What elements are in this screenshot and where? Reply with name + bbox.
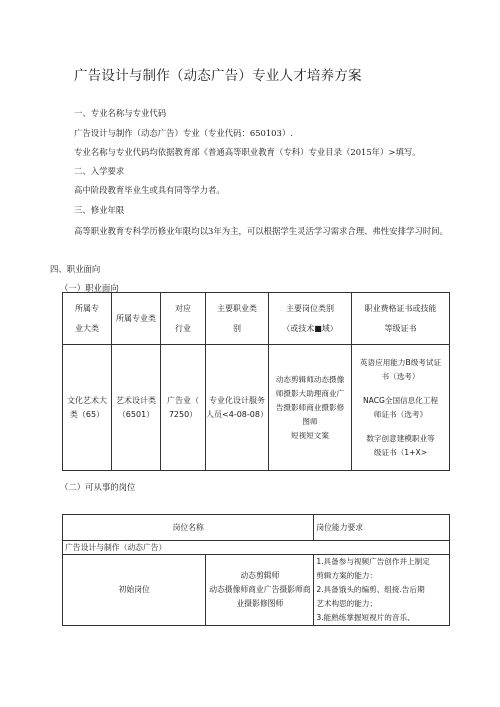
table-row xyxy=(63,541,450,555)
paragraph: 高中阶段教育毕业生或具有同等学力者。 xyxy=(74,185,225,195)
paragraph: 高等职业教育专科学历修业年限均以3年为主，可以根据学生灵活学习需求合理、弗性安排学习时间。 xyxy=(74,226,448,236)
table-header-cell: 主要岗位类别 （或技术■域） xyxy=(269,293,352,345)
table-header-cell: 岗位名称 xyxy=(63,515,314,541)
subsection-heading-1: （一）职业面向 xyxy=(60,283,119,293)
table-cell: 文化艺术大 类（65） xyxy=(63,345,112,471)
table-header-cell: 所属专业类 xyxy=(112,293,161,345)
table-cell: 英语应用能力B级考试证 书（选考） NACG全国信息化工程 师证书（选考》 数字创意建模职业等 级证书（1+X> xyxy=(352,345,450,471)
section-heading-2: 二、入学要求 xyxy=(74,166,125,176)
table-header-cell: 对应 行业 xyxy=(161,293,206,345)
table-row xyxy=(63,555,450,626)
table-cell: 专业化设计服务 人员<4-08-08） xyxy=(206,345,269,471)
section-heading-1: 一、专业名称与专业代码 xyxy=(74,108,167,118)
page-title: 广告设计与制作（动态广告）专业人才培养方案 xyxy=(74,68,362,84)
table-cell: 动态剪辑师 动态摄像师商业广告摄影师商 业摄影修图师 xyxy=(206,555,314,626)
table-cell: 广告业（ 7250） xyxy=(161,345,206,471)
table-cell: 广告设计与制作（动态广告） xyxy=(63,541,450,555)
occupation-table xyxy=(62,292,450,471)
paragraph: 专业名称与专业代码均依据教育部《普通高等职业教育（专科）专业目录（2015年）>填写。 xyxy=(74,147,421,157)
table-row xyxy=(63,345,450,471)
subsection-heading-2: （二）可从事的岗位 xyxy=(60,482,136,492)
table-cell: 初始岗位 xyxy=(63,555,206,626)
table-header-cell: 所属专 业大类 xyxy=(63,293,112,345)
table-cell: 动态剪辑师动态摄像 师摄影大助理商业广 告摄影师商业摄影修 图师 短视短文案 xyxy=(269,345,352,471)
table-header-cell: 职业费格证书或技能 等级证书 xyxy=(352,293,450,345)
section-heading-4: 四、职业面向 xyxy=(50,264,101,274)
table-header-cell: 主要职业类 别 xyxy=(206,293,269,345)
table-header-row xyxy=(63,515,450,541)
table-cell: 1.具备参与视频广告创作并上制定 剪辑方案的能力： 2.具备饿头的编剪、组接.告后期 艺术构思的能力； 3.能熟练掌握短视片的音乐、 xyxy=(314,555,450,626)
table-header-cell: 岗位能力要求 xyxy=(314,515,450,541)
table-cell: 艺术设计类 （6501） xyxy=(112,345,161,471)
section-heading-3: 三、修业年限 xyxy=(74,205,125,215)
paragraph: 广告设计与制作（动态广告）专业（专业代码：650103）. xyxy=(74,128,293,138)
table-header-row xyxy=(63,293,450,345)
positions-table xyxy=(62,514,450,626)
